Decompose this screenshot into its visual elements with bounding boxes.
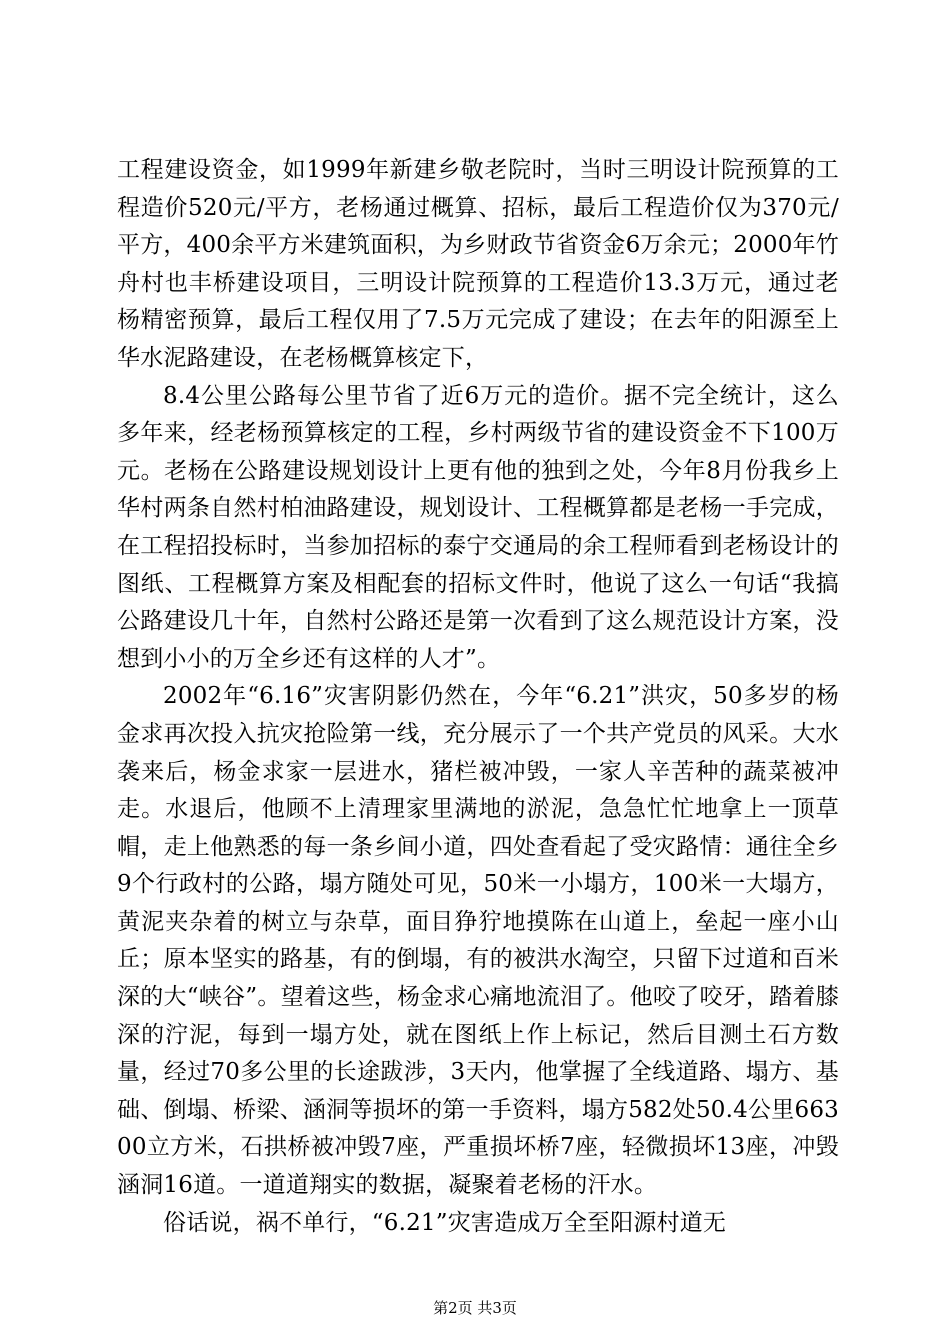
paragraph: 俗话说，祸不单行，“6.21”灾害造成万全至阳源村道无 bbox=[163, 1209, 727, 1236]
body-text bbox=[117, 152, 839, 1242]
paragraph: 2002年“6.16”灾害阴影仍然在，今年“6.21”洪灾，50多岁的杨金求再次投入抗灾抢险第一线，充分展示了一个共产党员的风采。大水袭来后，杨金求家一层进水，猪栏被冲毁，一家人辛苦种的蔬菜被冲走。水退后，他顾不上清理家里满地的淤泥，急急忙忙地拿上一顶草帽，走上他熟悉的每一条乡间小道，四处查看起了受灾路情：通往全乡9个行政村的公路，塌方随处可见，50米一小塌方，100米一大塌方，黄泥夹杂着的树立与杂草，面目狰狞地摸陈在山道上，垒起一座小山丘；原本坚实的路基，有的倒塌，有的被洪水淘空，只留下过道和百米深的大“峡谷”。望着这些，杨金求心痛地流泪了。他咬了咬牙，踏着膝深的泞泥，每到一塌方处，就在图纸上作上标记，然后目测土石方数量，经过70多公里的长途跋涉，3天内，他掌握了全线道路、塌方、基础、倒塌、桥梁、涵洞等损坏的第一手资料，塌方582处50.4公里66300立方米，石拱桥被冲毁7座，严重损坏桥7座，轻微损坏13座，冲毁涵洞16道。一道道翔实的数据，凝聚着老杨的汗水。 bbox=[117, 683, 839, 1199]
paragraph: 8.4公里公路每公里节省了近6万元的造价。据不完全统计，这么多年来，经老杨预算核定的工程，乡村两级节省的建设资金不下100万元。老杨在公路建设规划设计上更有他的独到之处，今年8月份我乡上华村两条自然村柏油路建设，规划设计、工程概算都是老杨一手完成，在工程招投标时，当参加招标的泰宁交通局的余工程师看到老杨设计的图纸、工程概算方案及相配套的招标文件时，他说了这么一句话“我搞公路建设几十年，自然村公路还是第一次看到了这么规范设计方案，没想到小小的万全乡还有这样的人才”。 bbox=[117, 382, 839, 672]
paragraph-continuation: 工程建设资金，如1999年新建乡敬老院时，当时三明设计院预算的工程造价520元/平方，老杨通过概算、招标，最后工程造价仅为370元/平方，400余平方米建筑面积，为乡财政节省资金6万余元；2000年竹舟村也丰桥建设项目，三明设计院预算的工程造价13.3万元，通过老杨精密预算，最后工程仅用了7.5万元完成了建设；在去年的阳源至上华水泥路建设，在老杨概算核定下， bbox=[117, 157, 839, 371]
page-footer: 第2页 共3页 bbox=[433, 1299, 517, 1317]
